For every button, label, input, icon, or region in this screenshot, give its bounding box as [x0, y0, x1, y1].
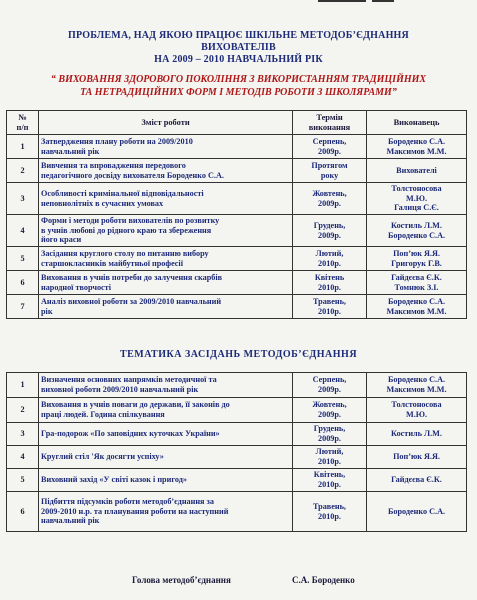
cell-line: Засідання круглого столу по питанню вибору — [41, 248, 209, 258]
row-person — [367, 423, 467, 446]
cell-line: Серпень, — [312, 375, 347, 385]
row-content — [39, 373, 293, 398]
row-content — [39, 295, 293, 319]
row-term — [293, 247, 367, 271]
cell-line: М.Ю. — [405, 193, 428, 203]
row-person — [367, 247, 467, 271]
cell-line: Вивчення та впровадження передового — [41, 160, 186, 170]
cell-line: неповнолітніх в сучасних умовах — [41, 198, 164, 208]
row-number: 2 — [7, 159, 39, 183]
cell-line: Поп’юк Я.Я. — [393, 248, 440, 258]
row-person — [367, 492, 467, 532]
row-term — [293, 135, 367, 159]
row-number: 5 — [7, 469, 39, 492]
cell-line: Гра-подорож «По заповідних куточках України» — [41, 429, 220, 439]
cell-line: 2010р. — [318, 306, 341, 316]
cell-line: Максимов М.М. — [386, 146, 447, 156]
header-line-2: ВИХОВАТЕЛІВ — [201, 42, 276, 53]
row-number: 2 — [7, 398, 39, 423]
table-row — [7, 492, 467, 532]
cell-line: Лютий, — [315, 248, 344, 258]
table-row — [7, 446, 467, 469]
cell-line: в учнів любові до рідного краю та збереження — [41, 225, 212, 235]
row-number: 3 — [7, 423, 39, 446]
row-person — [367, 271, 467, 295]
cell-line: 2009р. — [318, 434, 341, 443]
table-row — [7, 215, 467, 247]
row-content — [39, 492, 293, 532]
cell-line: 2010р. — [318, 480, 341, 489]
cell-line: Поп’юк Я.Я. — [393, 452, 440, 462]
row-person — [367, 469, 467, 492]
cell-line: навчальний рік — [41, 516, 100, 526]
cell-line: Бороденко С.А. — [387, 506, 446, 516]
cell-line: Визначення основних напрямків методичної та — [41, 375, 217, 385]
cell-line: Толстоносова — [391, 184, 442, 194]
row-content — [39, 247, 293, 271]
top-edge-line — [372, 0, 394, 2]
cell-line: Аналіз виховної роботи за 2009/2010 навчальний — [41, 296, 222, 306]
cell-line: Виховання в учнів потреби до залучення скарбів — [41, 272, 223, 282]
cell-line: народної творчості — [41, 282, 111, 292]
cell-line: 2009р. — [318, 410, 341, 419]
row-term — [293, 446, 367, 469]
row-content — [39, 423, 293, 446]
table-row — [7, 398, 467, 423]
cell-line: Особливості кримінальної відповідальності — [41, 188, 204, 198]
cell-line: Виховання в учнів поваги до держави, її законів до — [41, 400, 230, 410]
header-term: Термін виконання — [293, 111, 367, 135]
row-number: 5 — [7, 247, 39, 271]
cell-line: старшокласників майбутньої професії — [41, 258, 183, 268]
signature-name: С.А. Бороденко — [292, 575, 355, 585]
meetings-title: ТЕМАТИКА ЗАСІДАНЬ МЕТОДОБ’ЄДНАННЯ — [119, 349, 358, 360]
row-content — [39, 135, 293, 159]
row-number: 6 — [7, 492, 39, 532]
cell-line: 2010р. — [318, 282, 341, 292]
table-row — [7, 423, 467, 446]
cell-line: Гайдєєва Є.К. — [391, 272, 442, 282]
row-number: 6 — [7, 271, 39, 295]
cell-line: 2009р. — [318, 385, 341, 394]
cell-line: Жовтень, — [312, 188, 347, 198]
cell-line: Жовтень, — [312, 400, 347, 410]
row-content — [39, 159, 293, 183]
cell-line: Костиль Л.М. — [391, 429, 442, 439]
cell-line: Толстоносова — [391, 400, 442, 410]
cell-line: Лютий, — [315, 447, 344, 457]
cell-line: Виховний захід «У світі казок і пригод» — [41, 475, 187, 485]
cell-line: Галиця С.Є. — [394, 203, 439, 213]
table-row — [7, 469, 467, 492]
cell-line: Квітень, — [313, 470, 346, 480]
row-number: 7 — [7, 295, 39, 319]
row-term — [293, 398, 367, 423]
cell-line: 2009р. — [318, 198, 341, 208]
row-person — [367, 135, 467, 159]
table-row — [7, 159, 467, 183]
cell-line: його краси — [41, 235, 82, 245]
row-person — [367, 295, 467, 319]
row-person — [367, 183, 467, 215]
cell-line: праці людей. Година спілкування — [41, 410, 165, 419]
row-number: 4 — [7, 446, 39, 469]
cell-line: Підбиття підсумків роботи методоб’єднання за — [41, 497, 214, 507]
row-person — [367, 398, 467, 423]
cell-line: 2010р. — [318, 511, 341, 521]
row-term — [293, 373, 367, 398]
cell-line: М.Ю. — [405, 410, 428, 419]
row-term — [293, 423, 367, 446]
header-line-1: ПРОБЛЕМА, НАД ЯКОЮ ПРАЦЮЄ ШКІЛЬНЕ МЕТОДОБ’ЄДНАННЯ — [68, 30, 409, 41]
cell-line: Протягом — [311, 160, 348, 170]
table-row — [7, 135, 467, 159]
cell-line: рік — [41, 306, 53, 316]
signature-role: Голова методоб’єднання — [132, 575, 231, 585]
row-content — [39, 398, 293, 423]
cell-line: Круглий стіл 'Як досягти успіху» — [41, 452, 164, 462]
header-line-3: НА 2009 – 2010 НАВЧАЛЬНИЙ РІК — [154, 54, 323, 65]
row-number: 3 — [7, 183, 39, 215]
cell-line: 2009р. — [318, 230, 341, 240]
row-term — [293, 492, 367, 532]
table-row — [7, 183, 467, 215]
row-number: 4 — [7, 215, 39, 247]
header-num: № п/п — [7, 111, 39, 135]
cell-line: Затвердження плану роботи на 2009/2010 — [41, 136, 193, 146]
meetings-table — [6, 372, 467, 532]
row-person — [367, 215, 467, 247]
cell-line: Бороденко С.А. — [387, 136, 446, 146]
cell-line: Максимов М.М. — [386, 385, 447, 394]
table-row — [7, 247, 467, 271]
row-term — [293, 159, 367, 183]
cell-line: Бороденко С.А. — [387, 375, 446, 385]
cell-line: 2009р. — [318, 146, 341, 156]
row-term — [293, 469, 367, 492]
row-content — [39, 271, 293, 295]
top-edge-line — [318, 0, 366, 2]
cell-line: Томнюк З.І. — [394, 282, 439, 292]
cell-line: Грудень, — [313, 424, 346, 434]
cell-line: Квітень — [314, 272, 345, 282]
row-term — [293, 215, 367, 247]
row-content — [39, 215, 293, 247]
cell-line: року — [320, 170, 339, 180]
cell-line: Грудень, — [313, 220, 346, 230]
topic-line-1: “ ВИХОВАННЯ ЗДОРОВОГО ПОКОЛІННЯ З ВИКОРИСТАННЯМ ТРАДИЦІЙНИХ — [50, 74, 427, 85]
table-row — [7, 295, 467, 319]
cell-line: Травень, — [313, 296, 346, 306]
cell-line: виховної роботи 2009/2010 навчальний рік — [41, 385, 199, 394]
table-header-row — [7, 111, 467, 135]
row-person — [367, 446, 467, 469]
topic-line-2: ТА НЕТРАДИЦІЙНИХ ФОРМ І МЕТОДІВ РОБОТИ З ШКОЛЯРАМИ” — [80, 87, 397, 98]
header-person: Виконавець — [367, 111, 467, 135]
row-number: 1 — [7, 135, 39, 159]
row-term — [293, 183, 367, 215]
cell-line: Бороденко С.А. — [387, 230, 446, 240]
cell-line: Максимов М.М. — [386, 306, 447, 316]
row-person — [367, 373, 467, 398]
row-content — [39, 183, 293, 215]
cell-line: 2009-2010 н.р. та планування роботи на наступний — [41, 506, 229, 516]
cell-line: педагогічного досвіду вихователя Бороденко С.А. — [41, 170, 224, 180]
header-content: Зміст роботи — [39, 111, 293, 135]
row-content — [39, 469, 293, 492]
cell-line: Костиль Л.М. — [391, 220, 442, 230]
row-term — [293, 271, 367, 295]
row-term — [293, 295, 367, 319]
row-content — [39, 446, 293, 469]
row-person — [367, 159, 467, 183]
cell-line: Вихователі — [396, 165, 437, 175]
cell-line: Серпень, — [312, 136, 347, 146]
cell-line: Форми і методи роботи вихователів по розвитку — [41, 216, 220, 226]
cell-line: Травень, — [313, 501, 346, 511]
cell-line: 2010р. — [318, 258, 341, 268]
table-row — [7, 271, 467, 295]
cell-line: навчальний рік — [41, 146, 100, 156]
table-row — [7, 373, 467, 398]
cell-line: Гайдєєва Є.К. — [391, 475, 442, 485]
cell-line: Бороденко С.А. — [387, 296, 446, 306]
cell-line: 2010р. — [318, 457, 341, 466]
row-number: 1 — [7, 373, 39, 398]
work-plan-table — [6, 110, 467, 319]
cell-line: Григорук Г.В. — [391, 258, 442, 268]
